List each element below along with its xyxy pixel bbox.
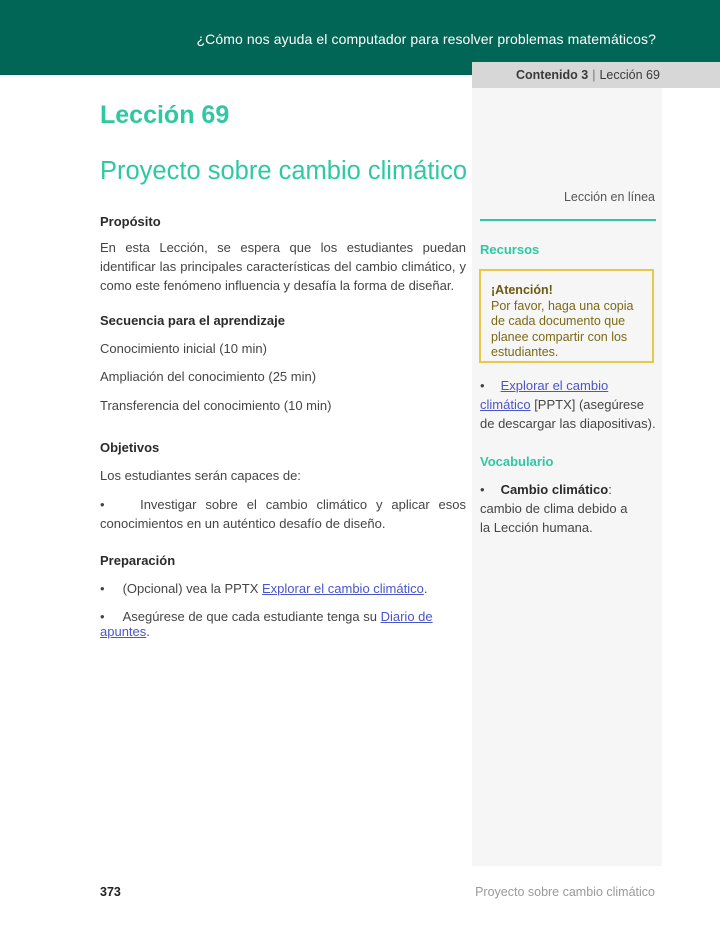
attention-box (479, 269, 654, 363)
preparation-item: • (Opcional) vea la PPTX Explorar el cambio climático. (100, 581, 428, 596)
resource-item: • Explorar el cambio climático [PPTX] (asegúrese de descargar las diapositivas). (480, 378, 656, 431)
course-title: ¿Cómo nos ayuda el computador para resolver problemas matemáticos? (196, 31, 656, 47)
breadcrumb-lesson: Lección 69 (599, 68, 660, 82)
preparation-heading: Preparación (100, 553, 176, 568)
breadcrumb-separator: | (592, 68, 596, 82)
preparation-item: • Asegúrese de que cada estudiante tenga su Diario de apuntes. (100, 609, 433, 639)
bullet: • (100, 497, 105, 512)
vocabulary-term: Cambio climático (500, 482, 609, 497)
resources-heading: Recursos (480, 242, 540, 257)
notes-journal-link[interactable]: Diario de apuntes (100, 609, 433, 639)
page-title: Proyecto sobre cambio climático (100, 157, 468, 185)
running-title: Proyecto sobre cambio climático (475, 885, 655, 899)
objective-text: Investigar sobre el cambio climático y aplicar esos conocimientos en un auténtico desafío de diseño. (100, 497, 466, 531)
bullet: • (100, 581, 105, 596)
attention-text: Por favor, haga una copia de cada documento que planee compartir con los estudiantes. (491, 298, 634, 359)
bullet: • (100, 609, 105, 624)
explore-climate-change-resource-link[interactable]: Explorar el cambio climático (480, 378, 609, 412)
sequence-heading: Secuencia para el aprendizaje (100, 313, 285, 328)
explore-climate-change-link[interactable]: Explorar el cambio climático (262, 581, 424, 596)
divider (480, 219, 656, 221)
sequence-item: Ampliación del conocimiento (25 min) (100, 369, 317, 384)
sequence-item: Transferencia del conocimiento (10 min) (100, 398, 332, 413)
vocabulary-item: • Cambio climático: cambio de clima debido a la Lección humana. (480, 482, 628, 535)
sequence-item: Conocimiento inicial (10 min) (100, 341, 267, 356)
lesson-number: Lección 69 (100, 101, 230, 129)
page-number: 373 (100, 885, 121, 899)
bullet: • (480, 378, 485, 393)
bullet: • (480, 482, 485, 497)
objectives-heading: Objetivos (100, 440, 160, 455)
vocabulary-heading: Vocabulario (480, 454, 554, 469)
online-lesson-label: Lección en línea (563, 190, 655, 204)
purpose-heading: Propósito (100, 214, 161, 229)
vocabulary-definition: cambio de clima debido a la Lección humana. (480, 501, 628, 535)
purpose-text: En esta Lección, se espera que los estudiantes puedan identificar las principales características del cambio climático, y como este fenómeno influencia y desafía la forma de diseñar. (100, 240, 466, 293)
breadcrumb-content: Contenido 3 (516, 68, 589, 82)
objective-item (100, 495, 466, 533)
attention-title: ¡Atención! (491, 283, 553, 297)
breadcrumb (472, 62, 720, 88)
objectives-intro: Los estudiantes serán capaces de: (100, 468, 301, 483)
